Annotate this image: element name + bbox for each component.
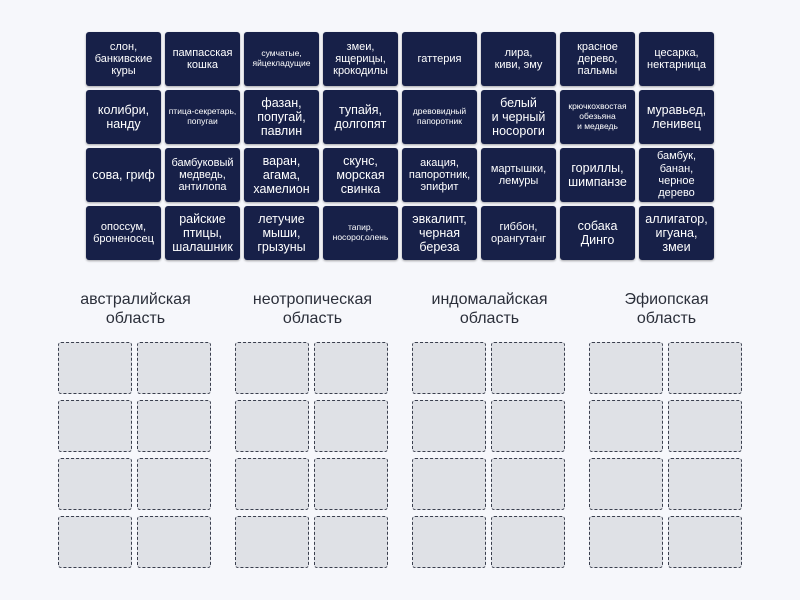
card-label: белый и черный носороги xyxy=(491,96,546,138)
region-columns xyxy=(58,286,744,568)
draggable-card[interactable] xyxy=(86,90,161,144)
drop-slot[interactable] xyxy=(235,516,309,568)
drop-slot[interactable] xyxy=(235,458,309,510)
card-label: цесарка, нектарница xyxy=(647,46,706,71)
card-label: варан, агама, хамелион xyxy=(253,154,310,196)
card-label: скунс, морская свинка xyxy=(336,154,385,196)
drop-slot[interactable] xyxy=(58,516,132,568)
draggable-card[interactable] xyxy=(86,32,161,86)
draggable-card[interactable] xyxy=(165,90,240,144)
draggable-card[interactable] xyxy=(639,90,714,144)
draggable-card[interactable] xyxy=(323,206,398,260)
drop-slot[interactable] xyxy=(412,342,486,394)
drop-slot[interactable] xyxy=(58,342,132,394)
card-label: змеи, ящерицы, крокодилы xyxy=(333,40,388,78)
drop-slot[interactable] xyxy=(668,458,742,510)
drop-slot[interactable] xyxy=(137,342,211,394)
card-label: птица-секретарь, попугаи xyxy=(168,106,237,126)
card-label: летучие мыши, грызуны xyxy=(257,212,306,254)
card-label: сова, гриф xyxy=(92,168,155,182)
drop-slot[interactable] xyxy=(589,516,663,568)
draggable-card[interactable] xyxy=(323,90,398,144)
card-label: красное дерево, пальмы xyxy=(577,40,618,78)
card-label: гориллы, шимпанзе xyxy=(568,161,627,189)
draggable-card[interactable] xyxy=(560,32,635,86)
card-label: опоссум, броненосец xyxy=(93,220,154,245)
card-label: тупайя, долгопят xyxy=(334,103,387,131)
region-title: индомалайская область xyxy=(431,290,548,327)
drop-slot[interactable] xyxy=(412,458,486,510)
region-title: Эфиопская область xyxy=(624,290,709,327)
drop-slot[interactable] xyxy=(137,516,211,568)
drop-slot[interactable] xyxy=(491,342,565,394)
region-title: неотропическая область xyxy=(252,290,373,327)
draggable-card[interactable] xyxy=(244,206,319,260)
draggable-card[interactable] xyxy=(402,90,477,144)
drop-slot[interactable] xyxy=(491,458,565,510)
draggable-card[interactable] xyxy=(560,206,635,260)
draggable-card[interactable] xyxy=(86,206,161,260)
card-label: сумчатые, яйцекладущие xyxy=(252,48,311,68)
draggable-card[interactable] xyxy=(244,32,319,86)
card-label: мартышки, лемуры xyxy=(490,162,547,187)
region-column xyxy=(58,286,213,568)
draggable-card[interactable] xyxy=(402,148,477,202)
draggable-card[interactable] xyxy=(165,148,240,202)
card-label: фазан, попугай, павлин xyxy=(257,96,306,138)
card-label: древовидный папоротник xyxy=(412,106,467,126)
drop-slot[interactable] xyxy=(137,400,211,452)
region-column xyxy=(589,286,744,568)
drop-slot[interactable] xyxy=(589,342,663,394)
card-label: бамбук, банан, черное дерево xyxy=(656,150,697,200)
draggable-card[interactable] xyxy=(165,206,240,260)
drop-slot[interactable] xyxy=(589,458,663,510)
draggable-card[interactable] xyxy=(560,90,635,144)
draggable-card[interactable] xyxy=(402,32,477,86)
region-column xyxy=(412,286,567,568)
draggable-card[interactable] xyxy=(244,90,319,144)
drop-slot[interactable] xyxy=(137,458,211,510)
card-label: крючкохвостая обезьяна и медведь xyxy=(568,101,627,131)
region-column xyxy=(235,286,390,568)
drop-slot[interactable] xyxy=(491,516,565,568)
card-pool xyxy=(86,32,714,260)
card-label: пампасская кошка xyxy=(172,46,233,71)
drop-slot[interactable] xyxy=(314,342,388,394)
card-label: лира, киви, эму xyxy=(494,46,543,71)
draggable-card[interactable] xyxy=(86,148,161,202)
drop-slot[interactable] xyxy=(314,458,388,510)
drop-slot[interactable] xyxy=(668,342,742,394)
draggable-card[interactable] xyxy=(639,148,714,202)
drop-slot[interactable] xyxy=(491,400,565,452)
drop-slot[interactable] xyxy=(412,400,486,452)
card-label: эвкалипт, черная береза xyxy=(412,212,467,254)
card-label: бамбуковый медведь, антилопа xyxy=(171,156,234,194)
drop-zone-grid xyxy=(58,342,213,568)
drop-slot[interactable] xyxy=(235,400,309,452)
card-label: колибри, нанду xyxy=(97,103,150,131)
draggable-card[interactable] xyxy=(323,148,398,202)
drop-slot[interactable] xyxy=(314,400,388,452)
card-label: тапир, носорог,олень xyxy=(332,222,389,242)
drop-slot[interactable] xyxy=(668,516,742,568)
card-label: муравьед, ленивец xyxy=(646,103,707,131)
draggable-card[interactable] xyxy=(481,90,556,144)
draggable-card[interactable] xyxy=(244,148,319,202)
drop-slot[interactable] xyxy=(668,400,742,452)
card-label: акация, папоротник, эпифит xyxy=(408,156,471,194)
drop-zone-grid xyxy=(235,342,390,568)
drop-slot[interactable] xyxy=(58,458,132,510)
card-label: гиббон, орангутанг xyxy=(490,220,547,245)
card-label: собака Динго xyxy=(577,219,618,247)
drop-zone-grid xyxy=(412,342,567,568)
draggable-card[interactable] xyxy=(402,206,477,260)
draggable-card[interactable] xyxy=(481,148,556,202)
drop-slot[interactable] xyxy=(314,516,388,568)
drop-slot[interactable] xyxy=(235,342,309,394)
card-label: аллигатор, игуана, змеи xyxy=(645,212,708,254)
drop-slot[interactable] xyxy=(589,400,663,452)
draggable-card[interactable] xyxy=(639,32,714,86)
card-label: слон, банкивские куры xyxy=(94,40,153,78)
region-title: австралийская область xyxy=(80,290,191,327)
drop-zone-grid xyxy=(589,342,744,568)
card-label: гаттерия xyxy=(417,52,462,65)
draggable-card[interactable] xyxy=(165,32,240,86)
draggable-card[interactable] xyxy=(560,148,635,202)
drop-slot[interactable] xyxy=(58,400,132,452)
draggable-card[interactable] xyxy=(323,32,398,86)
draggable-card[interactable] xyxy=(639,206,714,260)
draggable-card[interactable] xyxy=(481,32,556,86)
draggable-card[interactable] xyxy=(481,206,556,260)
drop-slot[interactable] xyxy=(412,516,486,568)
card-label: райские птицы, шалашник xyxy=(172,212,233,254)
